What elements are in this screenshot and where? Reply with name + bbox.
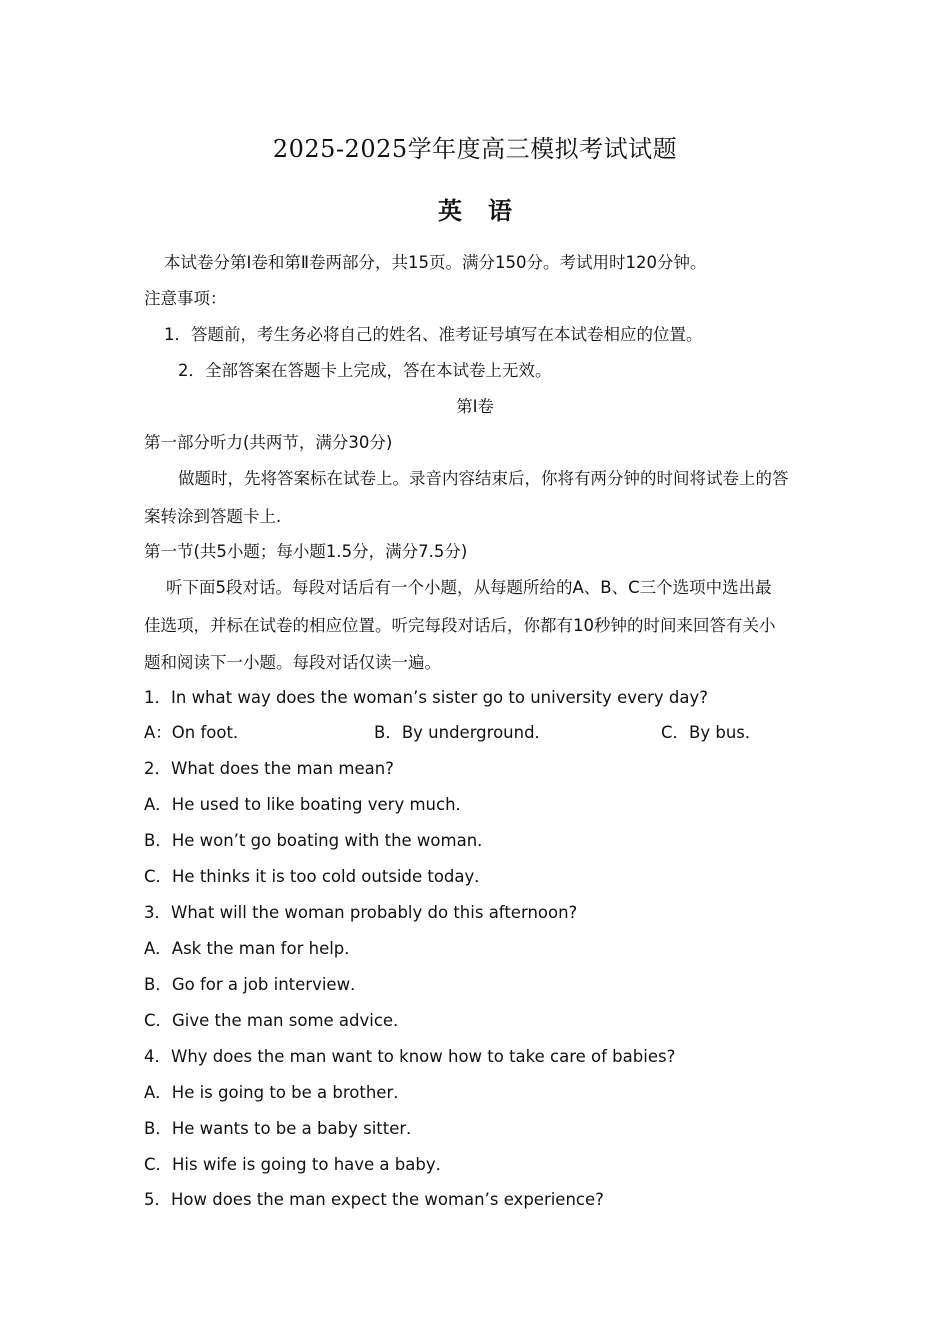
notice-heading: 注意事项：	[144, 289, 227, 308]
question-stem: 1．In what way does the woman’s sister go to university every day?	[144, 688, 709, 707]
exam-title: 2025-2025学年度高三模拟考试试题	[272, 135, 678, 163]
question-option: C．Give the man some advice．	[144, 1011, 410, 1030]
question-option: A：On foot．	[144, 723, 250, 742]
question-option: C．By bus．	[661, 723, 762, 742]
notice-item-2: 2．全部答案在答题卡上完成，答在本试卷上无效。	[178, 361, 552, 380]
subject-heading: 英语	[438, 197, 538, 225]
exam-summary: 本试卷分第Ⅰ卷和第Ⅱ卷两部分，共15页。满分150分。考试用时120分钟。	[164, 253, 707, 272]
question-option: B．He won’t go boating with the woman．	[144, 831, 494, 850]
question-option: C．His wife is going to have a baby．	[144, 1155, 453, 1174]
question-stem: 5．How does the man expect the woman’s experience?	[144, 1190, 604, 1209]
notice-item-1: 1．答题前，考生务必将自己的姓名、准考证号填写在本试卷相应的位置。	[164, 325, 703, 344]
question-option: B．By underground．	[374, 723, 552, 742]
question-option: A．Ask the man for help．	[144, 939, 361, 958]
part1-instruction-line2: 案转涂到答题卡上.	[144, 507, 282, 526]
question-option: C．He thinks it is too cold outside today．	[144, 867, 491, 886]
question-option: A．He is going to be a brother．	[144, 1083, 410, 1102]
section1-heading: 第一节(共5小题；每小题1.5分，满分7.5分)	[144, 542, 468, 561]
part1-heading: 第一部分听力(共两节，满分30分)	[144, 433, 393, 452]
question-stem: 3．What will the woman probably do this afternoon?	[144, 903, 578, 922]
section1-instruction-line2: 佳选项，并标在试卷的相应位置。听完每段对话后，你都有10秒钟的时间来回答有关小	[144, 616, 776, 635]
question-stem: 2．What does the man mean?	[144, 759, 394, 778]
question-stem: 4．Why does the man want to know how to take care of babies?	[144, 1047, 676, 1066]
section1-instruction-line1: 听下面5段对话。每段对话后有一个小题，从每题所给的A、B、C三个选项中选出最	[166, 578, 772, 597]
question-option: B．He wants to be a baby sitter．	[144, 1119, 423, 1138]
question-option: B．Go for a job interview．	[144, 975, 367, 994]
part1-instruction-line1: 做题时，先将答案标在试卷上。录音内容结束后，你将有两分钟的时间将试卷上的答	[178, 469, 789, 488]
question-option: A．He used to like boating very much．	[144, 795, 473, 814]
volume-label: 第Ⅰ卷	[456, 397, 494, 416]
section1-instruction-line3: 题和阅读下一小题。每段对话仅读一遍。	[144, 653, 441, 672]
